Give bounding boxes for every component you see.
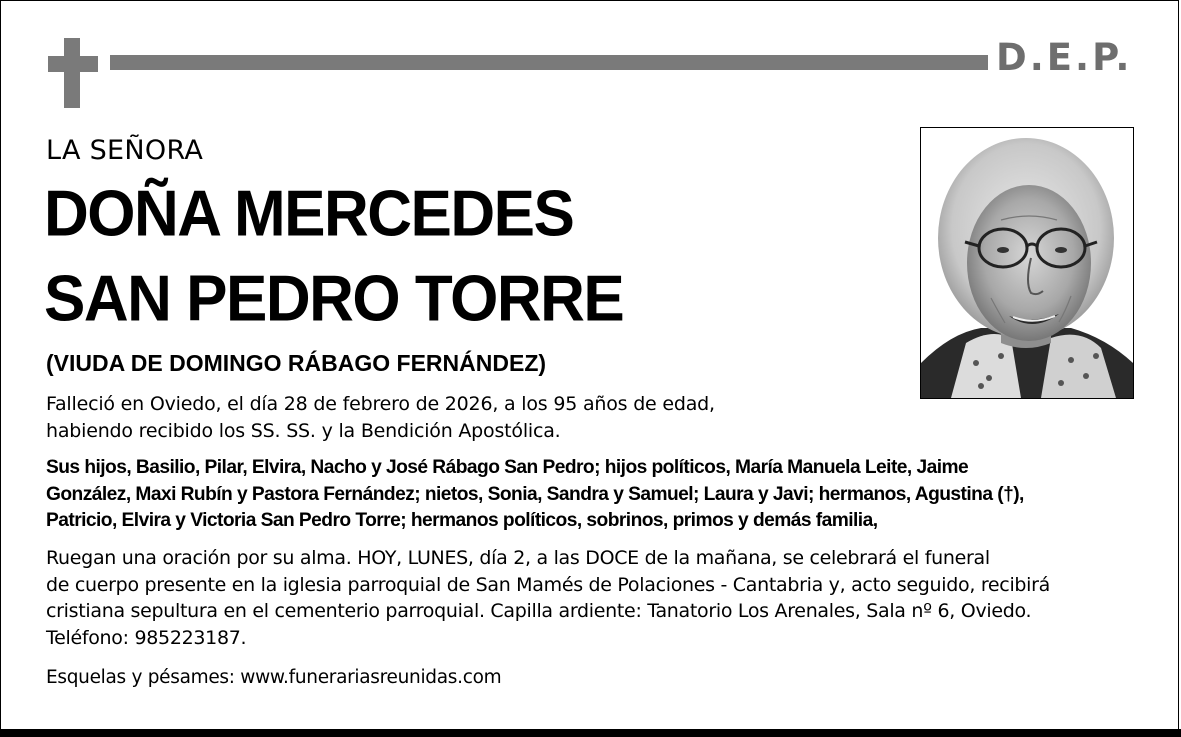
deceased-name-line2: SAN PEDRO TORRE xyxy=(44,262,624,336)
death-notice-line2: habiendo recibido los SS. SS. y la Bendición Apostólica. xyxy=(46,420,561,442)
widow-note: (VIUDA DE DOMINGO RÁBAGO FERNÁNDEZ) xyxy=(46,350,547,376)
portrait-photo xyxy=(920,127,1134,399)
funeral-details xyxy=(46,545,1050,651)
funeral-line4: Teléfono: 985223187. xyxy=(46,626,247,649)
funeral-line3: cristiana sepultura en el cementerio parroquial. Capilla ardiente: Tanatorio Los Arenales, Sala nº 6, Oviedo. xyxy=(46,600,1032,622)
header-rule xyxy=(110,55,988,70)
family-line3: Patricio, Elvira y Victoria San Pedro Torre; hermanos políticos, sobrinos, primos y demás familia, xyxy=(46,510,878,531)
dep-initials: D.E.P. xyxy=(996,36,1133,79)
family-line2: González, Maxi Rubín y Pastora Fernández; nietos, Sonia, Sandra y Samuel; Laura y Javi; hermanos, Agustina (†), xyxy=(46,483,1024,505)
deceased-name-line1: DOÑA MERCEDES xyxy=(44,177,574,251)
deceased-title: LA SEÑORA xyxy=(46,135,204,166)
death-notice-line1: Falleció en Oviedo, el día 28 de febrero de 2026, a los 95 años de edad, xyxy=(46,393,715,415)
family-list xyxy=(46,455,1136,535)
cross-icon xyxy=(48,38,98,108)
bottom-rule xyxy=(0,729,1181,737)
death-notice xyxy=(46,391,715,445)
funeral-line2: de cuerpo presente en la iglesia parroquial de San Mamés de Polaciones - Cantabria y, acto seguido, recibirá xyxy=(46,573,1051,596)
family-line1: Sus hijos, Basilio, Pilar, Elvira, Nacho y José Rábago San Pedro; hijos políticos, María Manuela Leite, Jaime xyxy=(46,457,969,478)
funeral-line1: Ruegan una oración por su alma. HOY, LUNES, día 2, a las DOCE de la mañana, se celebrará el funeral xyxy=(46,547,990,569)
web-link: Esquelas y pésames: www.funerariasreunidas.com xyxy=(46,667,502,688)
